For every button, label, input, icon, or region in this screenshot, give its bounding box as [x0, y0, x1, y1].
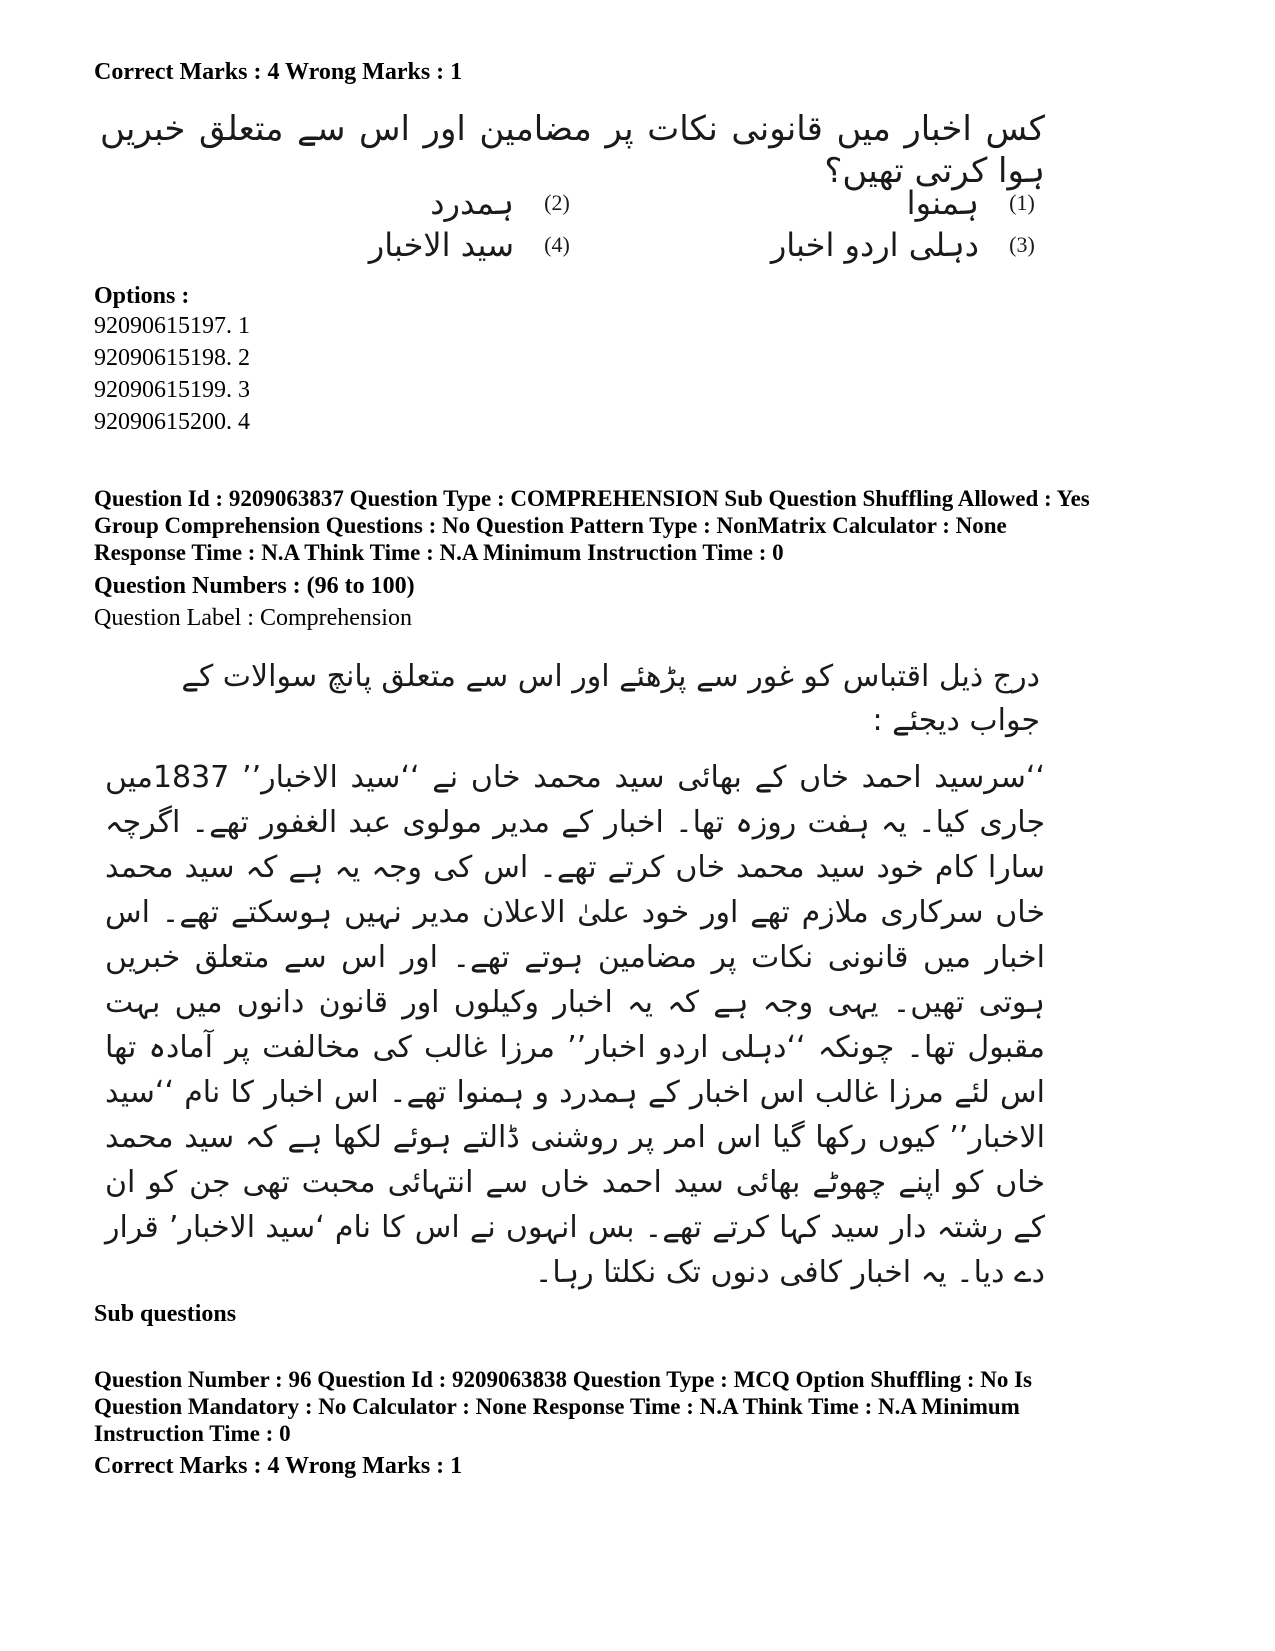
comprehension-meta [94, 485, 1090, 566]
comprehension-instruction-urdu: درج ذیل اقتباس کو غور سے پڑھئے اور اس سے متعلق پانچ سوالات کے جواب دیجئے : [181, 659, 1040, 738]
question-96-meta [94, 1366, 1032, 1447]
meta-line: Instruction Time : 0 [94, 1421, 291, 1446]
option-number: (3) [1009, 232, 1035, 257]
meta-line: Group Comprehension Questions : No Question Pattern Type : NonMatrix Calculator : None [94, 513, 1007, 538]
option-id-list [94, 310, 250, 438]
option-id-item: 92090615200. 4 [94, 409, 250, 435]
option-1 [647, 184, 1047, 222]
meta-line: Question Id : 9209063837 Question Type : COMPREHENSION Sub Question Shuffling Allowed : Yes [94, 486, 1090, 511]
correct-wrong-marks-96: Correct Marks : 4 Wrong Marks : 1 [94, 1453, 463, 1479]
option-number: (4) [544, 232, 570, 257]
question-numbers: Question Numbers : (96 to 100) [94, 573, 415, 599]
question-label: Question Label : Comprehension [94, 605, 412, 631]
meta-line: Response Time : N.A Think Time : N.A Minimum Instruction Time : 0 [94, 540, 784, 565]
option-number: (2) [544, 190, 570, 215]
option-id-item: 92090615197. 1 [94, 313, 250, 339]
meta-line: Question Number : 96 Question Id : 9209063838 Question Type : MCQ Option Shuffling : No Is [94, 1367, 1033, 1392]
options-heading: Options : [94, 283, 190, 309]
meta-line: Question Mandatory : No Calculator : None Response Time : N.A Think Time : N.A Minimum [94, 1394, 1020, 1419]
option-text: ہمدرد [430, 184, 514, 222]
option-number: (1) [1009, 190, 1035, 215]
option-2 [282, 184, 582, 222]
option-text: ہمنوا [906, 184, 979, 222]
sub-questions-heading: Sub questions [94, 1301, 237, 1327]
option-text: سید الاخبار [368, 226, 514, 264]
option-id-item: 92090615199. 3 [94, 377, 250, 403]
option-text: دہلی اردو اخبار [770, 226, 979, 264]
question-text-urdu: کس اخبار میں قانونی نکات پر مضامین اور اس سے متعلق خبریں ہوا کرتی تھیں؟ [100, 109, 1045, 191]
option-4 [282, 226, 582, 264]
option-id-item: 92090615198. 2 [94, 345, 250, 371]
option-3 [647, 226, 1047, 264]
comprehension-passage-urdu [105, 755, 1045, 1295]
passage-text: ‘‘سرسید احمد خاں کے بھائی سید محمد خاں نے ‘‘سید الاخبار’’ 1837میں جاری کیا۔ یہ ہفت روزہ تھا۔ اخبار کے مدیر مولوی عبد الغفور تھے۔ اگرچہ سارا کام خود سید محمد خاں کرتے تھے۔ اس کی وجہ یہ ہے کہ سید محمد خاں سرکاری ملازم تھے اور خود علیٰ الاعلان مدیر نہیں ہوسکتے تھے۔ اس اخبار میں قانونی نکات پر مضامین ہوتے تھے۔ اور اس سے متعلق خبریں ہوتی تھیں۔ یہی وجہ ہے کہ یہ اخبار وکیلوں اور قانون دانوں میں بہت مقبول تھا۔ چونکہ ‘‘دہلی اردو اخبار’’ مرزا غالب کی مخالفت پر آمادہ تھا اس لئے مرزا غالب اس اخبار کے ہمدرد و ہمنوا تھے۔ اس اخبار کا نام ‘‘سید الاخبار’’ کیوں رکھا گیا اس امر پر روشنی ڈالتے ہوئے لکھا ہے کہ سید محمد خاں کو اپنے چھوٹے بھائی سید احمد خاں سے انتہائی محبت تھی جن کو ان کے رشتہ دار سید کہا کرتے تھے۔ بس انہوں نے اس کا نام ‘سید الاخبار’ قرار دے دیا۔ یہ اخبار کافی دنوں تک نکلتا رہا۔ [105, 760, 1045, 1290]
correct-wrong-marks: Correct Marks : 4 Wrong Marks : 1 [94, 59, 463, 85]
